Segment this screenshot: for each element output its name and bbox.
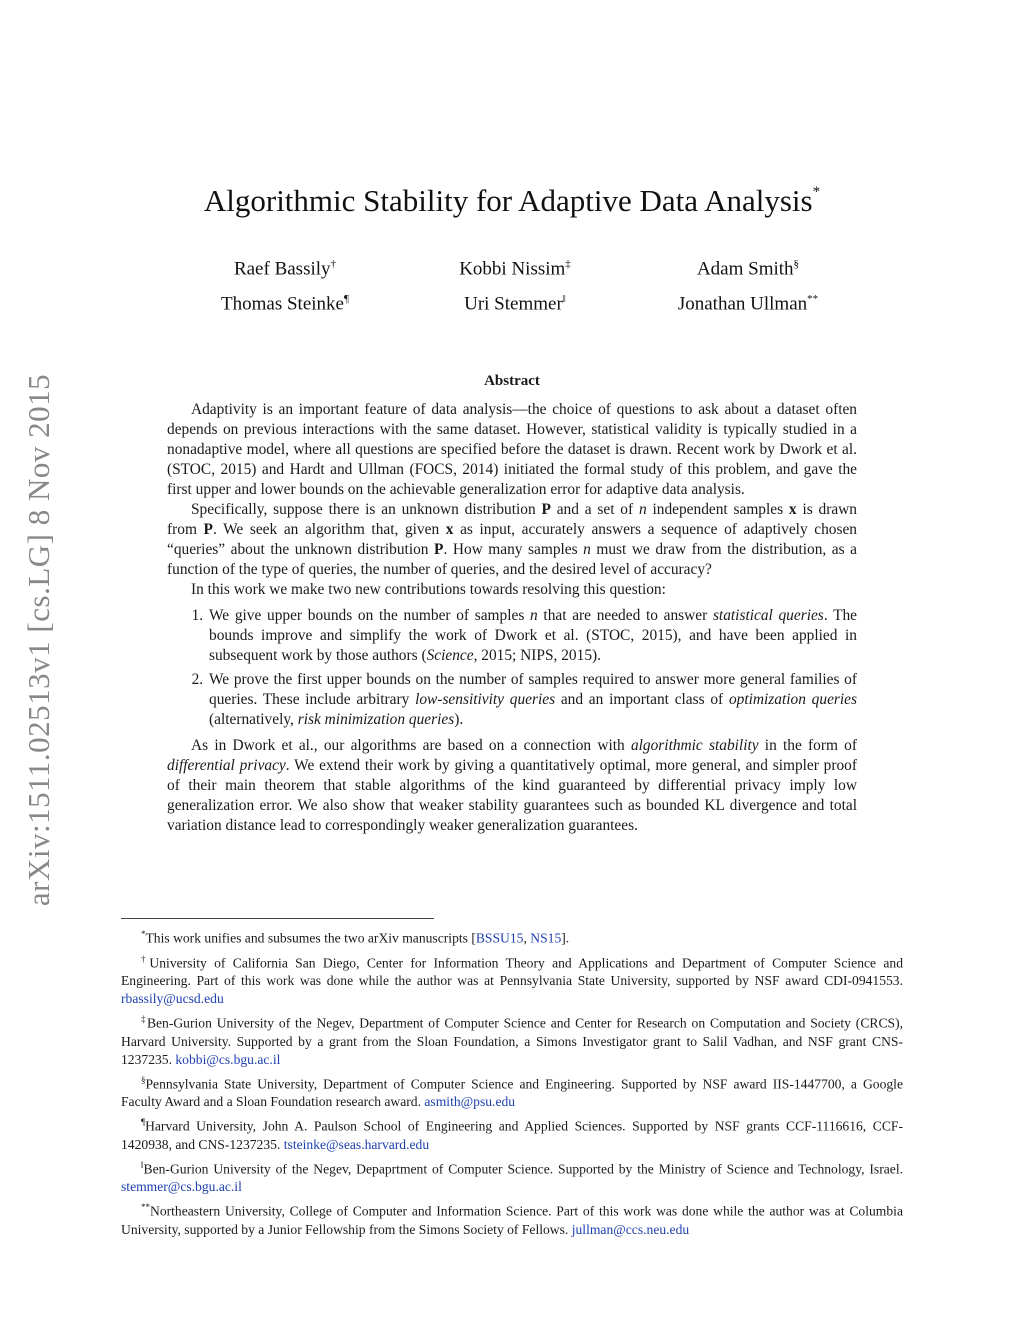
footnote: §Pennsylvania State University, Department of Computer Science and Engineering. Supported by NSF award IIS-1447700, a Google Faculty Award and a Sloan Foundation research award. asmith@psu.edu <box>121 1074 903 1110</box>
list-item: 1. We give upper bounds on the number of samples n that are needed to answer statistical queries. The bounds improve and simplify the work of Dwork et al. (STOC, 2015), and have been applied in subsequent work by those authors (Science, 2015; NIPS, 2015). <box>207 606 857 666</box>
footnote: ‖Ben-Gurion University of the Negev, Depaprtment of Computer Science. Supported by the Ministry of Science and Technology, Israel. stemmer@cs.bgu.ac.il <box>121 1159 903 1195</box>
email-link[interactable]: rbassily@ucsd.edu <box>121 991 224 1007</box>
footnote-divider <box>121 918 434 919</box>
author-mark: ¶ <box>343 293 349 305</box>
author-mark: § <box>793 258 800 270</box>
footnote: ‡Ben-Gurion University of the Negev, Department of Computer Science and Center for Research on Computation and Society (CRCS), Harvard University. Supported by a grant from the Sloan Foundation, a Simons Investigator grant to Salil Vadhan, and NSF grant CNS-1237235. kobbi@cs.bgu.ac.il <box>121 1014 904 1067</box>
footnotes <box>121 925 903 1241</box>
author-2 <box>395 258 635 280</box>
email-link[interactable]: stemmer@cs.bgu.ac.il <box>121 1179 242 1195</box>
contribution-list <box>167 606 857 730</box>
email-link[interactable]: jullman@ccs.neu.edu <box>571 1221 690 1237</box>
abstract-paragraph: As in Dwork et al., our algorithms are based on a connection with algorithmic stability in the form of differential privacy. We extend their work by giving a quantitatively optimal, more general, and simpler proof of their main theorem that stable algorithms of the kind guaranteed by differential privacy imply low generalization error. We also show that weaker stability guarantees such as bounded KL divergence and total variation distance lead to correspondingly weaker generalization guarantees. <box>167 737 857 834</box>
author-name: Raef Bassily <box>233 258 331 280</box>
footnote: *This work unifies and subsumes the two arXiv manuscripts [BSSU15, NS15]. <box>141 929 570 946</box>
author-4 <box>165 293 405 315</box>
author-name: Adam Smith <box>696 258 794 280</box>
author-mark: ‡ <box>565 258 571 270</box>
abstract-body <box>167 400 857 836</box>
author-mark: ** <box>807 293 819 305</box>
author-5 <box>395 293 635 315</box>
footnote: †University of California San Diego, Center for Information Theory and Applications and Department of Computer Science and Engineering. Part of this work was done while the author was at Pennsylvania State University, supported by NSF award CDI-0941553. rbassily@ucsd.edu <box>121 953 903 1007</box>
author-6 <box>628 293 868 315</box>
author-1 <box>165 258 405 280</box>
author-mark: ‖ <box>562 293 566 305</box>
abstract-paragraph: In this work we make two new contributions towards resolving this question: <box>191 581 666 598</box>
abstract-paragraph: Specifically, suppose there is an unknown distribution P and a set of n independent samples x is drawn from P. We seek an algorithm that, given x as input, accurately answers a sequence of adaptively chosen “queries” about the unknown distribution P. How many samples n must we draw from the distribution, as a function of the type of queries, the number of queries, and the desired level of accuracy? <box>167 501 857 578</box>
author-name: Kobbi Nissim <box>459 258 566 280</box>
citation-link[interactable]: BSSU15 <box>475 930 524 946</box>
author-name: Uri Stemmer <box>464 293 563 315</box>
footnote: **Northeastern University, College of Computer and Information Science. Part of this work was done while the author was at Columbia University, supported by a Junior Fellowship from the Simons Society of Fellows. jullman@ccs.neu.edu <box>121 1202 903 1237</box>
email-link[interactable]: asmith@psu.edu <box>424 1094 516 1110</box>
title-text: Algorithmic Stability for Adaptive Data Analysis <box>203 183 813 218</box>
author-name: Thomas Steinke <box>221 293 344 315</box>
title-footnote-mark: * <box>812 183 821 200</box>
citation-link[interactable]: NS15 <box>530 930 562 946</box>
paper-title <box>0 183 1024 219</box>
abstract-heading: Abstract <box>484 373 540 389</box>
list-item: 2. We prove the first upper bounds on the number of samples required to answer more general families of queries. These include arbitrary low-sensitivity queries and an important class of optimization queries (alternatively, risk minimization queries). <box>207 670 857 730</box>
author-mark: † <box>330 258 337 270</box>
author-3 <box>628 258 868 280</box>
footnote: ¶Harvard University, John A. Paulson School of Engineering and Applied Sciences. Supported by NSF grants CCF-1116616, CCF-1420938, and CNS-1237235. tsteinke@seas.harvard.edu <box>121 1117 903 1152</box>
email-link[interactable]: tsteinke@seas.harvard.edu <box>283 1136 430 1152</box>
arxiv-identifier: arXiv:1511.02513v1 [cs.LG] 8 Nov 2015 <box>21 373 56 907</box>
author-name: Jonathan Ullman <box>677 293 808 315</box>
email-link[interactable]: kobbi@cs.bgu.ac.il <box>175 1051 281 1067</box>
abstract-paragraph: Adaptivity is an important feature of data analysis—the choice of questions to ask about a dataset often depends on previous interactions with the same dataset. However, statistical validity is typically studied in a nonadaptive model, where all questions are specified before the dataset is drawn. Recent work by Dwork et al. (STOC, 2015) and Hardt and Ullman (FOCS, 2014) initiated the formal study of this problem, and gave the first upper and lower bounds on the achievable generalization error for adaptive data analysis. <box>167 401 857 498</box>
